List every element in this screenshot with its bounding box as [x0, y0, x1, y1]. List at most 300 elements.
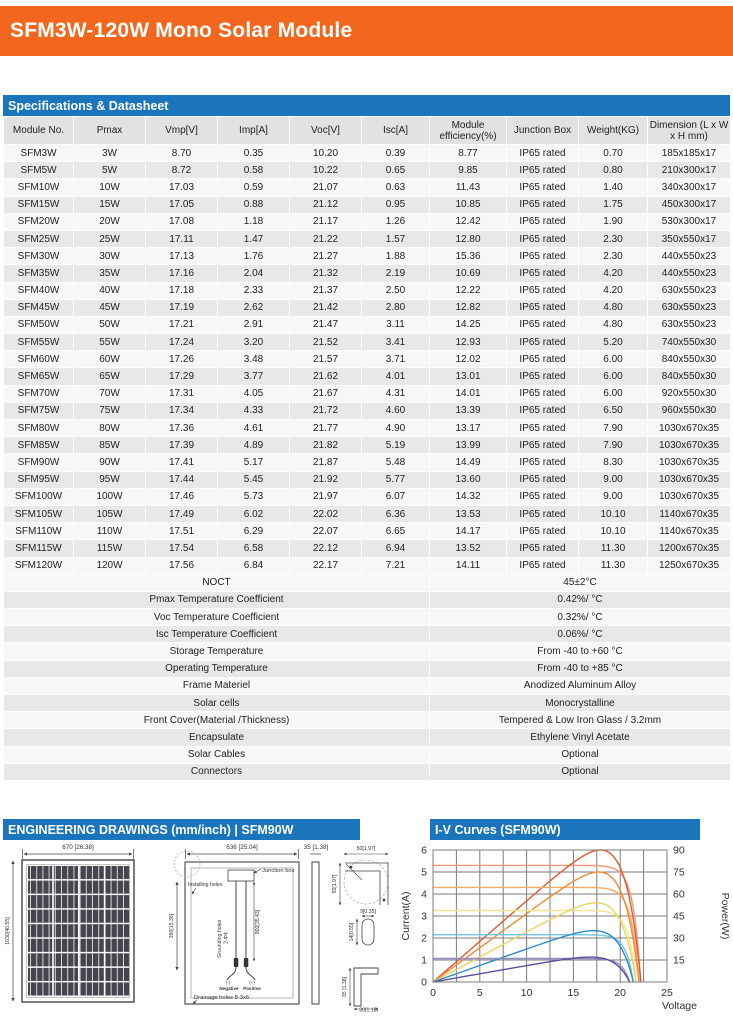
- spec-cell: 4.20: [579, 265, 648, 282]
- spec-cell: 10.69: [430, 265, 507, 282]
- spec-cell: 10.22: [290, 162, 362, 179]
- spec-cell: 4.33: [218, 402, 290, 419]
- module-spec-row: [4, 385, 731, 402]
- solar-cell: [54, 895, 78, 908]
- solar-cell: [28, 866, 52, 879]
- spec-cell: 21.72: [290, 402, 362, 419]
- spec-cell: IP65 rated: [507, 454, 579, 471]
- spec-cell: 17.19: [146, 299, 218, 316]
- spec-cell: 1030x670x35: [648, 454, 731, 471]
- solar-cell: [28, 910, 52, 923]
- spec-cell: IP65 rated: [507, 488, 579, 505]
- spec-cell: 2.19: [362, 265, 430, 282]
- spec-cell: 75W: [74, 402, 146, 419]
- spec-value: Anodized Aluminum Alloy: [430, 677, 731, 694]
- spec-cell: 3.48: [218, 351, 290, 368]
- spec-cell: 1030x670x35: [648, 420, 731, 437]
- spec-cell: 21.62: [290, 368, 362, 385]
- spec-cell: SFM40W: [4, 282, 74, 299]
- spec-cell: 17.18: [146, 282, 218, 299]
- solar-cell: [105, 982, 129, 995]
- spec-cell: 6.00: [579, 385, 648, 402]
- spec-label: NOCT: [4, 574, 430, 591]
- spec-cell: 20W: [74, 213, 146, 230]
- spec-cell: 21.12: [290, 196, 362, 213]
- module-spec-row: [4, 230, 731, 247]
- general-spec-row: [4, 695, 731, 712]
- module-spec-row: [4, 454, 731, 471]
- y-axis-right-title: Power(W): [719, 892, 731, 940]
- spec-cell: 14.32: [430, 488, 507, 505]
- back-view-drawing: [169, 844, 299, 1004]
- spec-cell: 21.47: [290, 316, 362, 333]
- spec-label: Connectors: [4, 763, 430, 780]
- spec-cell: 9.85: [430, 162, 507, 179]
- spec-cell: 4.89: [218, 437, 290, 454]
- general-spec-row: [4, 626, 731, 643]
- spec-cell: 8.77: [430, 145, 507, 162]
- spec-cell: 3.11: [362, 316, 430, 333]
- spec-cell: 630x550x23: [648, 299, 731, 316]
- solar-cell: [105, 968, 129, 981]
- spec-cell: 3.41: [362, 334, 430, 351]
- column-header: Module efficiency(%): [430, 117, 507, 145]
- y-right-tick-label: 90: [673, 844, 685, 857]
- spec-cell: 65W: [74, 368, 146, 385]
- spec-cell: IP65 rated: [507, 213, 579, 230]
- section-width-dimension: 30[1.18]: [359, 1007, 378, 1012]
- general-spec-row: [4, 643, 731, 660]
- spec-cell: 12.22: [430, 282, 507, 299]
- spec-cell: SFM105W: [4, 505, 74, 522]
- slot-hole-detail-drawing: [349, 909, 376, 945]
- spec-cell: 21.67: [290, 385, 362, 402]
- spec-cell: 17.54: [146, 540, 218, 557]
- spec-cell: IP65 rated: [507, 299, 579, 316]
- spec-cell: 17.16: [146, 265, 218, 282]
- front-view-drawing: [5, 844, 134, 1002]
- spec-cell: 21.82: [290, 437, 362, 454]
- general-spec-row: [4, 574, 731, 591]
- spec-cell: 11.43: [430, 179, 507, 196]
- spec-cell: 4.05: [218, 385, 290, 402]
- spec-cell: 1.90: [579, 213, 648, 230]
- spec-cell: 7.90: [579, 420, 648, 437]
- spec-cell: 6.94: [362, 540, 430, 557]
- spec-cell: 21.87: [290, 454, 362, 471]
- spec-cell: 17.29: [146, 368, 218, 385]
- spec-cell: 60W: [74, 351, 146, 368]
- spec-cell: IP65 rated: [507, 471, 579, 488]
- solar-cell: [54, 953, 78, 966]
- spec-label: Voc Temperature Coefficient: [4, 609, 430, 626]
- spec-cell: 630x550x23: [648, 282, 731, 299]
- module-spec-row: [4, 420, 731, 437]
- spec-cell: SFM20W: [4, 213, 74, 230]
- module-spec-row: [4, 213, 731, 230]
- spec-cell: 6.02: [218, 505, 290, 522]
- engineering-drawings-title: ENGINEERING DRAWINGS (mm/inch) | SFM90W: [8, 822, 294, 837]
- spec-value: From -40 to +85 °C: [430, 660, 731, 677]
- spec-cell: 9.00: [579, 471, 648, 488]
- spec-cell: 8.72: [146, 162, 218, 179]
- spec-cell: 13.17: [430, 420, 507, 437]
- y-right-tick-label: 60: [673, 888, 685, 901]
- spec-cell: IP65 rated: [507, 437, 579, 454]
- spec-cell: 14.49: [430, 454, 507, 471]
- iv-curves-header: [430, 819, 700, 840]
- spec-cell: 0.59: [218, 179, 290, 196]
- spec-cell: 8.70: [146, 145, 218, 162]
- spec-cell: 17.08: [146, 213, 218, 230]
- engineering-drawings-header: [3, 819, 360, 840]
- spec-cell: IP65 rated: [507, 230, 579, 247]
- spec-cell: 5.20: [579, 334, 648, 351]
- spec-cell: 6.00: [579, 351, 648, 368]
- spec-cell: 5.48: [362, 454, 430, 471]
- spec-cell: 22.07: [290, 523, 362, 540]
- spec-cell: 1.57: [362, 230, 430, 247]
- spec-cell: SFM80W: [4, 420, 74, 437]
- spec-cell: 17.24: [146, 334, 218, 351]
- spec-cell: 5.45: [218, 471, 290, 488]
- spec-cell: 1250x670x35: [648, 557, 731, 574]
- solar-cell: [28, 982, 52, 995]
- solar-cell: [28, 968, 52, 981]
- spec-cell: 80W: [74, 420, 146, 437]
- general-spec-row: [4, 591, 731, 608]
- spec-cell: SFM100W: [4, 488, 74, 505]
- solar-cell: [54, 881, 78, 894]
- spec-cell: 120W: [74, 557, 146, 574]
- x-tick-label: 20: [614, 987, 627, 999]
- column-header: Isc[A]: [362, 117, 430, 145]
- spec-label: Front Cover(Material /Thickness): [4, 712, 430, 729]
- spec-value: 0.06%/ °C: [430, 626, 731, 643]
- spec-cell: 6.36: [362, 505, 430, 522]
- module-spec-row: [4, 471, 731, 488]
- spec-cell: SFM3W: [4, 145, 74, 162]
- module-spec-row: [4, 351, 731, 368]
- spec-cell: 21.27: [290, 248, 362, 265]
- spec-cell: 840x550x30: [648, 351, 731, 368]
- spec-cell: 17.49: [146, 505, 218, 522]
- spec-cell: 6.00: [579, 368, 648, 385]
- spec-cell: 440x550x23: [648, 248, 731, 265]
- spec-cell: 4.80: [579, 316, 648, 333]
- spec-cell: IP65 rated: [507, 505, 579, 522]
- spec-cell: SFM30W: [4, 248, 74, 265]
- specifications-section-header: [3, 95, 730, 116]
- specifications-table: [3, 116, 731, 781]
- spec-cell: SFM70W: [4, 385, 74, 402]
- spec-cell: 105W: [74, 505, 146, 522]
- spec-cell: 5.73: [218, 488, 290, 505]
- spec-cell: IP65 rated: [507, 351, 579, 368]
- y-left-tick-label: 3: [421, 910, 427, 923]
- spec-cell: 13.53: [430, 505, 507, 522]
- spec-cell: 9.00: [579, 488, 648, 505]
- spec-cell: IP65 rated: [507, 420, 579, 437]
- module-spec-row: [4, 540, 731, 557]
- spec-cell: 11.30: [579, 557, 648, 574]
- spec-cell: 5W: [74, 162, 146, 179]
- y-right-tick-label: 15: [673, 954, 685, 967]
- y-right-tick-label: 30: [673, 932, 685, 945]
- spec-cell: 17.31: [146, 385, 218, 402]
- spec-cell: 85W: [74, 437, 146, 454]
- spec-cell: IP65 rated: [507, 316, 579, 333]
- spec-cell: 21.17: [290, 213, 362, 230]
- general-spec-row: [4, 609, 731, 626]
- spec-label: Solar Cables: [4, 746, 430, 763]
- spec-cell: 45W: [74, 299, 146, 316]
- y-left-tick-label: 6: [421, 844, 427, 857]
- solar-cell: [105, 939, 129, 952]
- spec-cell: SFM95W: [4, 471, 74, 488]
- spec-cell: 1.47: [218, 230, 290, 247]
- x-axis-title: Voltage: [661, 1000, 697, 1012]
- solar-cell: [28, 953, 52, 966]
- spec-cell: 8.30: [579, 454, 648, 471]
- solar-cell: [28, 881, 52, 894]
- grounding-holes-label: Grounding holes 2-Φ4: [217, 919, 230, 958]
- spec-cell: SFM75W: [4, 402, 74, 419]
- spec-cell: 12.80: [430, 230, 507, 247]
- spec-cell: 0.80: [579, 162, 648, 179]
- positive-label: Positive: [243, 986, 261, 991]
- spec-cell: 13.52: [430, 540, 507, 557]
- y-axis-left-title: Current(A): [400, 891, 412, 941]
- solar-cell: [54, 866, 78, 879]
- solar-cell: [105, 910, 129, 923]
- side-profile-drawing: [304, 844, 329, 1004]
- engineering-drawing: [0, 840, 400, 1012]
- spec-cell: 21.37: [290, 282, 362, 299]
- spec-cell: 115W: [74, 540, 146, 557]
- x-tick-label: 10: [520, 987, 533, 999]
- spec-cell: SFM10W: [4, 179, 74, 196]
- column-header: Junction Box: [507, 117, 579, 145]
- spec-cell: IP65 rated: [507, 557, 579, 574]
- solar-cell: [105, 895, 129, 908]
- spec-cell: 21.97: [290, 488, 362, 505]
- spec-cell: 2.91: [218, 316, 290, 333]
- spec-cell: 6.84: [218, 557, 290, 574]
- solar-cell: [54, 968, 78, 981]
- column-header: Module No.: [4, 117, 74, 145]
- solar-cell: [80, 866, 104, 879]
- spec-cell: 6.58: [218, 540, 290, 557]
- general-spec-row: [4, 729, 731, 746]
- table-header-row: [4, 117, 731, 145]
- iv-curve-chart: [400, 843, 733, 1015]
- spec-cell: SFM85W: [4, 437, 74, 454]
- spec-cell: 17.44: [146, 471, 218, 488]
- spec-cell: SFM50W: [4, 316, 74, 333]
- spec-cell: SFM60W: [4, 351, 74, 368]
- negative-sign: (-): [225, 980, 231, 985]
- spec-cell: 2.50: [362, 282, 430, 299]
- engineering-drawings-column: [0, 819, 400, 1015]
- spec-cell: 22.12: [290, 540, 362, 557]
- spec-cell: IP65 rated: [507, 540, 579, 557]
- spec-cell: 1030x670x35: [648, 437, 731, 454]
- pv-curve: [433, 903, 636, 982]
- spec-cell: 0.39: [362, 145, 430, 162]
- spec-cell: SFM115W: [4, 540, 74, 557]
- spec-cell: SFM25W: [4, 230, 74, 247]
- spec-cell: SFM45W: [4, 299, 74, 316]
- spec-cell: 7.21: [362, 557, 430, 574]
- spec-cell: 17.46: [146, 488, 218, 505]
- frame-section-drawing: [342, 968, 379, 1012]
- module-spec-row: [4, 505, 731, 522]
- y-left-tick-label: 2: [421, 932, 427, 945]
- spec-cell: 17.39: [146, 437, 218, 454]
- spec-cell: 2.33: [218, 282, 290, 299]
- module-spec-row: [4, 162, 731, 179]
- solar-cell: [105, 924, 129, 937]
- spec-cell: 17.26: [146, 351, 218, 368]
- spec-cell: 0.35: [218, 145, 290, 162]
- bottom-section: [0, 819, 733, 1015]
- solar-cell: [80, 939, 104, 952]
- spec-cell: 70W: [74, 385, 146, 402]
- spec-cell: 17.56: [146, 557, 218, 574]
- spec-cell: 3W: [74, 145, 146, 162]
- spec-cell: 17.51: [146, 523, 218, 540]
- spec-cell: 1.26: [362, 213, 430, 230]
- spec-cell: 14.25: [430, 316, 507, 333]
- spec-cell: 17.03: [146, 179, 218, 196]
- spec-label: Isc Temperature Coefficient: [4, 626, 430, 643]
- spec-value: 0.32%/ °C: [430, 609, 731, 626]
- spec-value: Tempered & Low Iron Glass / 3.2mm: [430, 712, 731, 729]
- spec-label: Storage Temperature: [4, 643, 430, 660]
- module-spec-row: [4, 196, 731, 213]
- spec-value: 45±2°C: [430, 574, 731, 591]
- spec-cell: 40W: [74, 282, 146, 299]
- spec-cell: 2.30: [579, 248, 648, 265]
- specifications-section-title: Specifications & Datasheet: [8, 98, 169, 113]
- module-spec-row: [4, 488, 731, 505]
- spec-cell: IP65 rated: [507, 385, 579, 402]
- spec-cell: 17.11: [146, 230, 218, 247]
- slot-height-dimension: 14[0.55]: [349, 922, 355, 942]
- spec-cell: 14.11: [430, 557, 507, 574]
- y-left-tick-label: 5: [421, 866, 427, 879]
- spec-cell: 3.71: [362, 351, 430, 368]
- spec-cell: 12.82: [430, 299, 507, 316]
- module-spec-row: [4, 248, 731, 265]
- spec-cell: 5.19: [362, 437, 430, 454]
- iv-curves-column: [400, 819, 733, 1015]
- spec-cell: 4.01: [362, 368, 430, 385]
- column-header: Imp[A]: [218, 117, 290, 145]
- spec-cell: 7.90: [579, 437, 648, 454]
- spec-cell: 350x550x17: [648, 230, 731, 247]
- spec-cell: 1030x670x35: [648, 488, 731, 505]
- spec-cell: SFM110W: [4, 523, 74, 540]
- solar-cell: [80, 968, 104, 981]
- spec-cell: 6.65: [362, 523, 430, 540]
- y-left-tick-label: 4: [421, 888, 427, 901]
- page-title: SFM3W-120W Mono Solar Module: [10, 19, 353, 42]
- spec-cell: IP65 rated: [507, 402, 579, 419]
- spec-label: Encapsulate: [4, 729, 430, 746]
- spec-cell: 440x550x23: [648, 265, 731, 282]
- column-header: Vmp[V]: [146, 117, 218, 145]
- module-spec-row: [4, 437, 731, 454]
- spec-cell: 21.77: [290, 420, 362, 437]
- spec-cell: 17.41: [146, 454, 218, 471]
- solar-cell: [28, 895, 52, 908]
- spec-cell: 10.85: [430, 196, 507, 213]
- negative-label: Negative: [219, 986, 239, 991]
- module-spec-row: [4, 316, 731, 333]
- spec-cell: 0.58: [218, 162, 290, 179]
- spec-cell: 530x300x17: [648, 213, 731, 230]
- solar-cell: [80, 953, 104, 966]
- spec-cell: 1.76: [218, 248, 290, 265]
- spec-cell: 4.31: [362, 385, 430, 402]
- x-tick-label: 0: [430, 987, 436, 999]
- module-spec-row: [4, 523, 731, 540]
- spec-cell: 25W: [74, 230, 146, 247]
- spec-cell: 17.36: [146, 420, 218, 437]
- general-spec-row: [4, 746, 731, 763]
- spec-cell: 1.18: [218, 213, 290, 230]
- spec-cell: 0.63: [362, 179, 430, 196]
- solar-cell: [105, 953, 129, 966]
- solar-cell: [80, 924, 104, 937]
- iv-curves-title: I-V Curves (SFM90W): [435, 822, 561, 837]
- spec-cell: 55W: [74, 334, 146, 351]
- spec-cell: 0.95: [362, 196, 430, 213]
- spec-cell: IP65 rated: [507, 162, 579, 179]
- solar-cell: [54, 910, 78, 923]
- spec-cell: IP65 rated: [507, 248, 579, 265]
- spec-value: Optional: [430, 763, 731, 780]
- y-left-tick-label: 0: [421, 976, 427, 989]
- module-spec-row: [4, 265, 731, 282]
- module-spec-row: [4, 368, 731, 385]
- spec-cell: 1.40: [579, 179, 648, 196]
- module-spec-row: [4, 145, 731, 162]
- spec-cell: 15.36: [430, 248, 507, 265]
- spec-cell: 4.80: [579, 299, 648, 316]
- spec-cell: 1140x670x35: [648, 505, 731, 522]
- spec-cell: SFM90W: [4, 454, 74, 471]
- spec-cell: 2.30: [579, 230, 648, 247]
- back-width-dimension: 636 [25.04]: [226, 844, 258, 851]
- spec-cell: 2.80: [362, 299, 430, 316]
- spec-cell: IP65 rated: [507, 368, 579, 385]
- spec-cell: 0.70: [579, 145, 648, 162]
- spec-cell: IP65 rated: [507, 145, 579, 162]
- page-title-banner: [0, 6, 733, 56]
- module-spec-row: [4, 557, 731, 574]
- solar-cell: [54, 939, 78, 952]
- spec-cell: 6.07: [362, 488, 430, 505]
- iv-curve: [433, 959, 630, 983]
- front-height-dimension: 1030[40.55]: [5, 917, 11, 945]
- spec-cell: 17.21: [146, 316, 218, 333]
- spec-cell: 0.88: [218, 196, 290, 213]
- column-header: Weight(KG): [579, 117, 648, 145]
- spec-cell: 10W: [74, 179, 146, 196]
